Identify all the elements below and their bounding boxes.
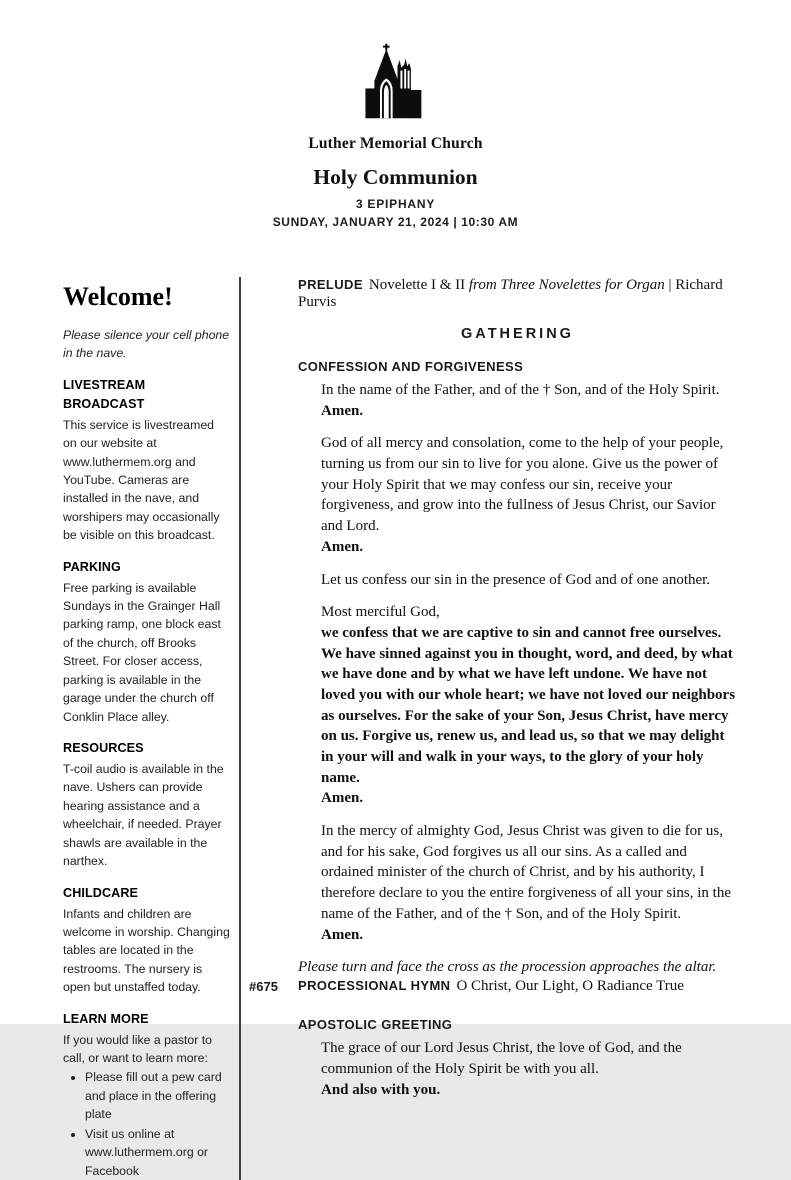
leader-text: Let us confess our sin in the presence of God and of one another.: [321, 571, 711, 588]
congregation-response: Amen.: [321, 790, 364, 807]
prelude-label: PRELUDE: [298, 277, 363, 292]
section-body: Infants and children are welcome in worship. Changing tables are located in the restrooms. The nursery is open but unstaffed today.: [63, 906, 230, 995]
order-of-service: [241, 277, 737, 1180]
liturgy-paragraph: [298, 821, 737, 945]
section-heading: LEARN MORE: [63, 1011, 149, 1026]
hymn-label: PROCESSIONAL HYMN: [298, 978, 451, 994]
leader-text: God of all mercy and consolation, come to the help of your people, turning us from our sin to live for you alone. Give us the power of your Holy Spirit that we may confess our sin, receive your forgiveness, and grow into the fullness of Jesus Christ, our Savior and Lord.: [321, 435, 724, 535]
learn-more-list: [63, 1068, 230, 1180]
church-logo-icon: [355, 42, 437, 120]
processional-hymn-line: [249, 978, 737, 995]
list-item: • Visit us online at www.luthermem.org or Facebook: [85, 1125, 230, 1180]
leader-text: In the mercy of almighty God, Jesus Christ was given to die for us, and for his sake, God forgives us all our sins. As a called and ordained minister of the church of Christ, and by his authority, I therefore declare to you the entire forgiveness of all your sins, in the name of the Father, and of the † Son, and of the Holy Spirit.: [321, 823, 732, 922]
sidebar-section-learn-more: [63, 1010, 230, 1180]
silence-note: Please silence your cell phone in the nave.: [63, 328, 230, 361]
section-body: This service is livestreamed on our website at www.luthermem.org and YouTube. Cameras are installed in the nave, and worshipers may occasionally be visible on this broadcast.: [63, 417, 220, 543]
liturgical-day: 3 EPIPHANY: [355, 197, 436, 211]
hymn-number: #675: [249, 979, 278, 995]
list-item: • Please fill out a pew card and place in the offering plate: [85, 1068, 230, 1123]
prelude-line: [298, 277, 737, 311]
sidebar-section-childcare: [63, 884, 230, 997]
confession-heading: CONFESSION AND FORGIVENESS: [298, 359, 524, 374]
congregation-response: Amen.: [321, 402, 364, 419]
church-name: Luther Memorial Church: [308, 135, 483, 152]
liturgy-paragraph: [298, 380, 737, 421]
sidebar-section-livestream: [63, 376, 230, 545]
congregation-text: we confess that we are captive to sin and cannot free ourselves. We have sinned against you in thought, word, and deed, by what we have done and by what we have left undone. We have not loved you with our whole heart; we have not loved our neighbors as ourselves. For the sake of your Son, Jesus Christ, have mercy on us. Forgive us, renew us, and lead us, so that we may delight in your will and walk in your ways, to the glory of your holy name.: [321, 624, 736, 786]
congregation-response: Amen.: [321, 538, 364, 555]
gathering-section-title: GATHERING: [461, 326, 574, 342]
service-date: SUNDAY, JANUARY 21, 2024 | 10:30 AM: [272, 215, 519, 229]
section-body: Free parking is available Sundays in the Grainger Hall parking ramp, one block east of the church, off Brooks Street. For closer access, parking is available in the garage under the church off Conklin Place alley.: [63, 580, 221, 724]
leader-text: The grace of our Lord Jesus Christ, the love of God, and the communion of the Holy Spirit be with you all.: [321, 1040, 682, 1077]
learn-more-intro: If you would like a pastor to call, or want to learn more:: [63, 1032, 213, 1066]
leader-text: Most merciful God,: [321, 604, 440, 621]
sidebar-section-resources: [63, 739, 230, 871]
greeting-heading: APOSTOLIC GREETING: [298, 1017, 453, 1033]
sidebar-section-parking: [63, 558, 230, 726]
service-title: Holy Communion: [313, 165, 478, 189]
leader-text: In the name of the Father, and of the † Son, and of the Holy Spirit.: [321, 382, 720, 398]
prelude-piece: Novelette I & II: [368, 277, 469, 293]
procession-rubric: Please turn and face the cross as the procession approaches the altar.: [298, 959, 717, 976]
section-heading: RESOURCES: [63, 741, 144, 756]
liturgy-paragraph: [298, 1038, 737, 1100]
welcome-title: Welcome!: [63, 282, 173, 311]
congregation-response: Amen.: [321, 926, 364, 943]
section-heading: LIVESTREAM BROADCAST: [63, 377, 146, 411]
confession-section: [298, 359, 737, 945]
section-heading: PARKING: [63, 559, 121, 574]
section-body: T-coil audio is available in the nave. Ushers can provide hearing assistance and a wheelchair, if needed. Prayer shawls are available in the narthex.: [63, 762, 224, 869]
liturgy-paragraph: [298, 433, 737, 557]
apostolic-greeting-section: [298, 1017, 737, 1100]
section-heading: CHILDCARE: [63, 885, 139, 900]
content-columns: [63, 277, 737, 1180]
prelude-source: from Three Novelettes for Organ: [468, 277, 665, 293]
liturgy-paragraph: [298, 602, 737, 809]
prelude-composer: | Richard Purvis: [298, 277, 723, 310]
welcome-sidebar: [63, 277, 239, 1180]
congregation-response: And also with you.: [321, 1081, 441, 1098]
bulletin-header: [0, 0, 791, 229]
liturgy-paragraph: [298, 570, 737, 591]
hymn-title: O Christ, Our Light, O Radiance True: [456, 978, 684, 995]
